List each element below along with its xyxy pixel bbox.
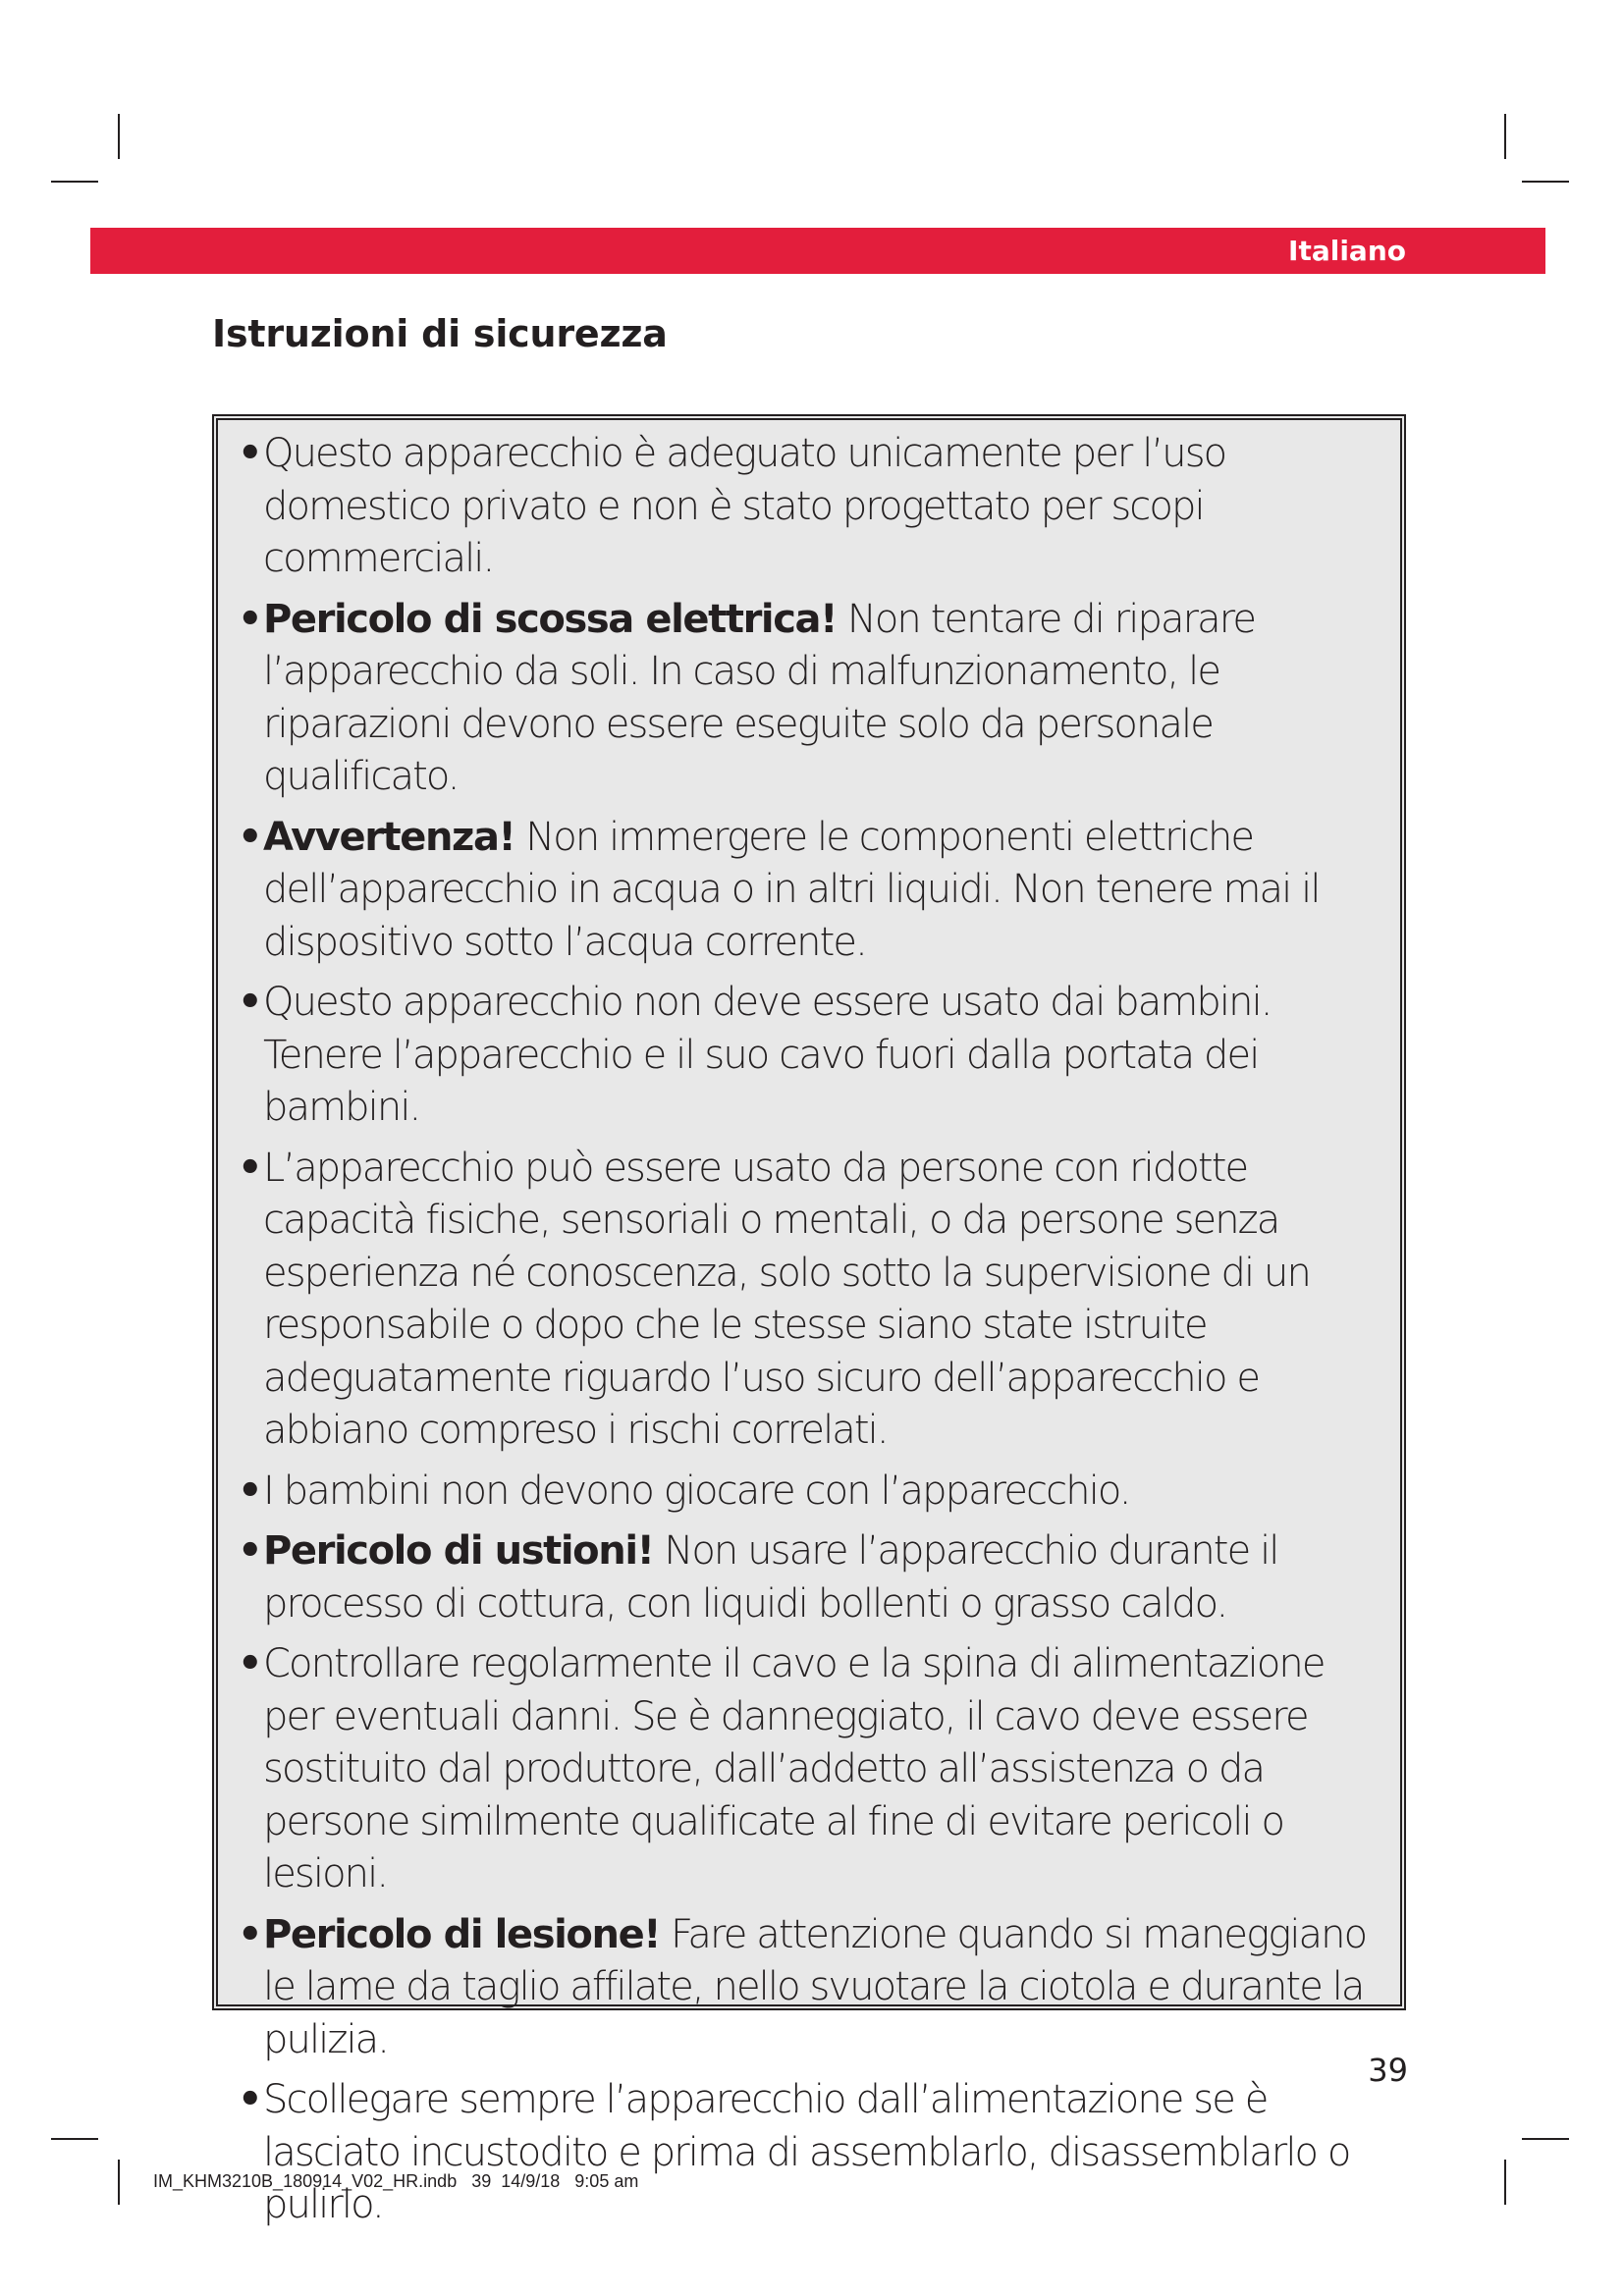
crop-mark-bottom-right-horizontal bbox=[1522, 2138, 1569, 2140]
safety-item bbox=[218, 1638, 1400, 1901]
language-header-bar bbox=[90, 228, 1545, 274]
bullet-icon: • bbox=[238, 1911, 263, 1957]
safety-item-emphasis: Pericolo di scossa elettrica! bbox=[263, 596, 837, 642]
safety-item-emphasis: Avvertenza! bbox=[263, 814, 515, 860]
bullet-icon: • bbox=[238, 431, 263, 476]
safety-item bbox=[218, 1143, 1400, 1458]
bullet-icon: • bbox=[238, 2077, 263, 2122]
safety-item bbox=[218, 1525, 1400, 1630]
safety-item-text: Fare attenzione quando si maneggiano le lame da taglio affilate, nello svuotare la ciotola e durante la pulizia. bbox=[263, 1911, 1367, 2062]
crop-mark-top-right-horizontal bbox=[1522, 181, 1569, 183]
safety-item bbox=[218, 2074, 1400, 2232]
safety-list bbox=[218, 420, 1400, 2232]
bullet-icon: • bbox=[238, 1145, 263, 1191]
safety-item-text: Scollegare sempre l’apparecchio dall’alimentazione se è lasciato incustodito e prima di assemblarlo, disassemblarlo o pulirlo. bbox=[263, 2077, 1350, 2227]
bullet-icon: • bbox=[238, 1468, 263, 1514]
crop-mark-top-left-vertical bbox=[118, 114, 120, 159]
crop-mark-top-left-horizontal bbox=[51, 181, 98, 183]
safety-item-text: Non immergere le componenti elettriche dell’apparecchio in acqua o in altri liquidi. Non tenere mai il dispositivo sotto l’acqua corrente. bbox=[263, 814, 1320, 965]
safety-item-text: L’apparecchio può essere usato da persone con ridotte capacità fisiche, sensoriali o mentali, o da persone senza esperienza né conoscenza, solo sotto la supervisione di un responsabile o dopo che le stesse siano state istruite adeguatamente riguardo l’uso sicuro dell’apparecchio e abbiano compreso i rischi correlati. bbox=[263, 1145, 1310, 1453]
crop-mark-bottom-right-vertical bbox=[1504, 2160, 1506, 2205]
page-number: 39 bbox=[1368, 2052, 1408, 2089]
safety-item-emphasis: Pericolo di ustioni! bbox=[263, 1528, 654, 1574]
safety-item bbox=[218, 428, 1400, 586]
safety-item bbox=[218, 812, 1400, 970]
print-slug: IM_KHM3210B_180914_V02_HR.indb 39 14/9/18 9:05 am bbox=[153, 2171, 639, 2191]
bullet-icon: • bbox=[238, 980, 263, 1025]
page-title: Istruzioni di sicurezza bbox=[212, 312, 668, 355]
safety-item bbox=[218, 1466, 1400, 1519]
bullet-icon: • bbox=[238, 596, 263, 642]
safety-item-text: Questo apparecchio è adeguato unicamente per l’uso domestico privato e non è stato progettato per scopi commerciali. bbox=[263, 431, 1226, 581]
safety-item bbox=[218, 977, 1400, 1135]
safety-item-text: Non usare l’apparecchio durante il processo di cottura, con liquidi bollenti o grasso caldo. bbox=[263, 1528, 1278, 1627]
safety-item-emphasis: Pericolo di lesione! bbox=[263, 1911, 661, 1957]
bullet-icon: • bbox=[238, 1528, 263, 1574]
safety-item-text: Questo apparecchio non deve essere usato dai bambini. Tenere l’apparecchio e il suo cavo fuori dalla portata dei bambini. bbox=[263, 980, 1272, 1130]
safety-item-text: Controllare regolarmente il cavo e la spina di alimentazione per eventuali danni. Se è danneggiato, il cavo deve essere sostituito dal produttore, dall’addetto all’assistenza o da persone similmente qualificate al fine di evitare pericoli o lesioni. bbox=[263, 1641, 1325, 1896]
safety-item bbox=[218, 1909, 1400, 2067]
safety-item-text: I bambini non devono giocare con l’apparecchio. bbox=[263, 1468, 1130, 1514]
safety-item bbox=[218, 594, 1400, 804]
crop-mark-bottom-left-vertical bbox=[118, 2160, 120, 2205]
language-label: Italiano bbox=[1288, 235, 1406, 267]
bullet-icon: • bbox=[238, 1641, 263, 1686]
bullet-icon: • bbox=[238, 814, 263, 860]
crop-mark-top-right-vertical bbox=[1504, 114, 1506, 159]
crop-mark-bottom-left-horizontal bbox=[51, 2138, 98, 2140]
safety-item-text: Non tentare di riparare l’apparecchio da soli. In caso di malfunzionamento, le riparazioni devono essere eseguite solo da personale qualificato. bbox=[263, 596, 1256, 799]
